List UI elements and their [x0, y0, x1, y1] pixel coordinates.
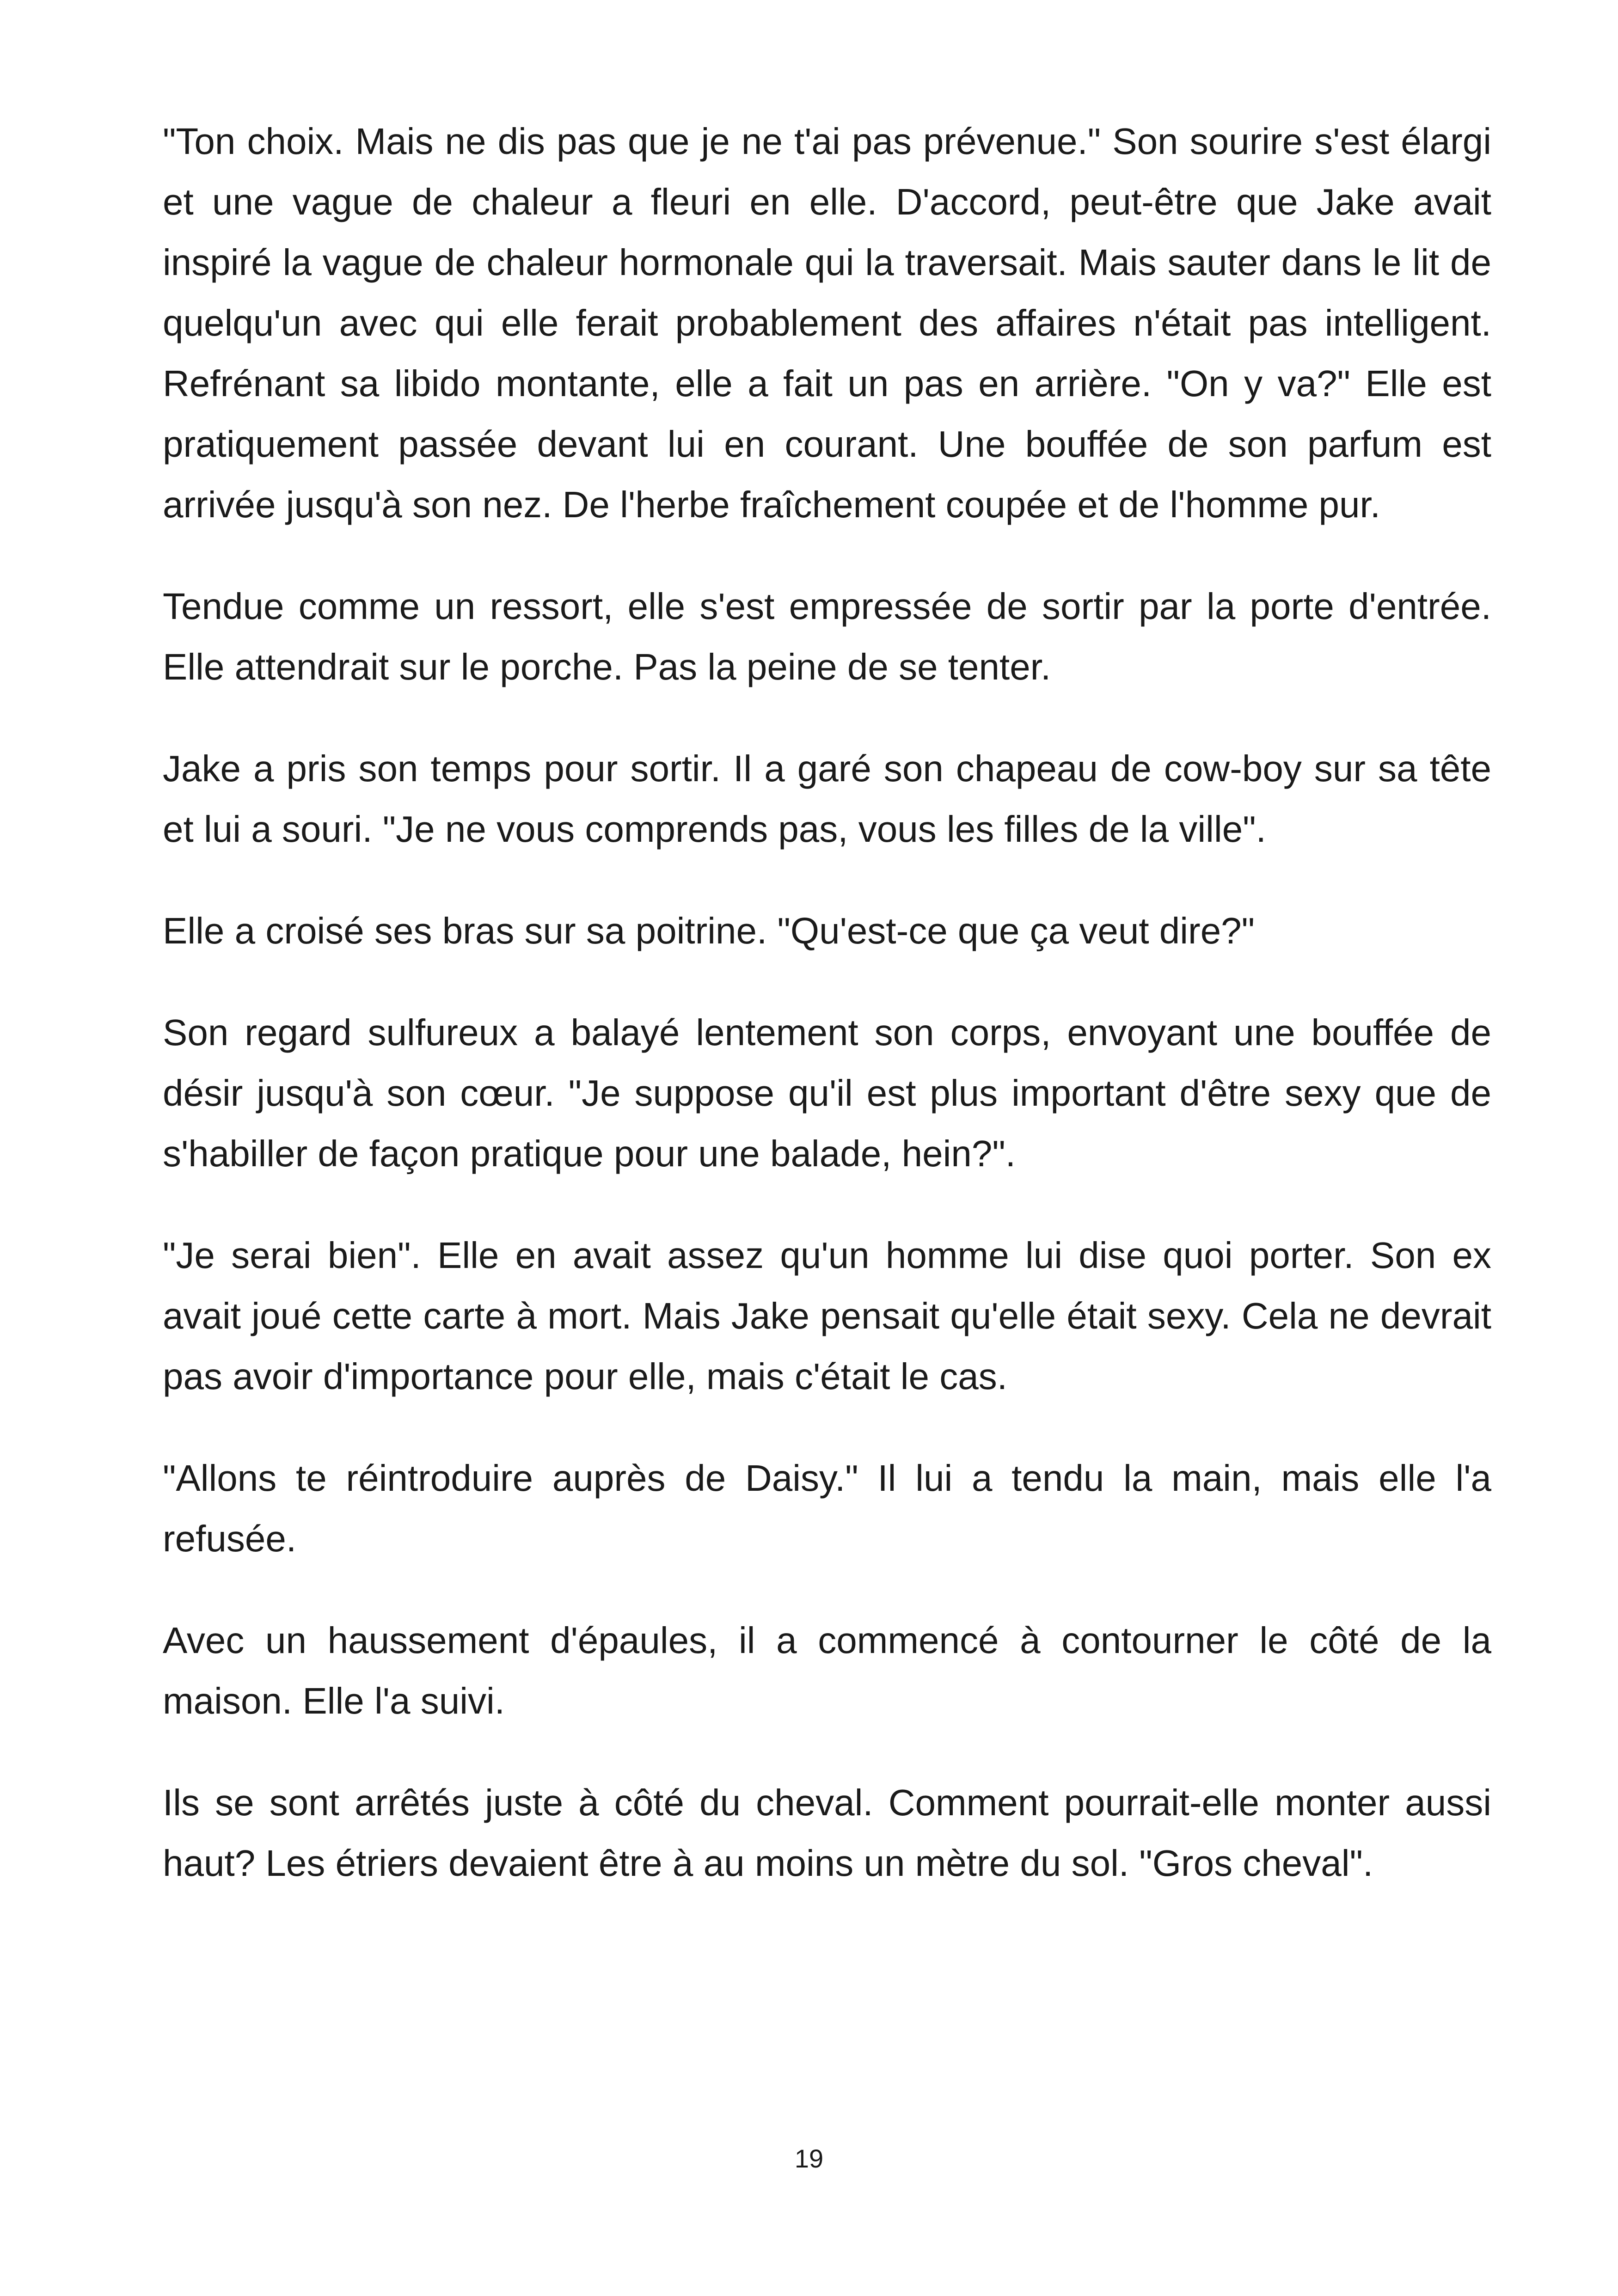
- page-body: [163, 111, 1491, 1893]
- paragraph: Avec un haussement d'épaules, il a commencé à contourner le côté de la maison. Elle l'a suivi.: [163, 1620, 1491, 1721]
- page-number: 19: [794, 2144, 824, 2173]
- paragraph: "Allons te réintroduire auprès de Daisy." Il lui a tendu la main, mais elle l'a refusée.: [163, 1457, 1491, 1559]
- paragraph: Tendue comme un ressort, elle s'est empressée de sortir par la porte d'entrée. Elle attendrait sur le porche. Pas la peine de se tenter.: [163, 586, 1491, 687]
- paragraph: Ils se sont arrêtés juste à côté du cheval. Comment pourrait-elle monter aussi haut? Les étriers devaient être à au moins un mètre du sol. "Gros cheval".: [163, 1782, 1491, 1884]
- paragraph: Elle a croisé ses bras sur sa poitrine. "Qu'est-ce que ça veut dire?": [163, 910, 1255, 951]
- paragraph: "Je serai bien". Elle en avait assez qu'un homme lui dise quoi porter. Son ex avait joué cette carte à mort. Mais Jake pensait qu'elle était sexy. Cela ne devrait pas avoir d'importance pour elle, mais c'était le cas.: [163, 1235, 1491, 1397]
- paragraph: Son regard sulfureux a balayé lentement son corps, envoyant une bouffée de désir jusqu'à son cœur. "Je suppose qu'il est plus important d'être sexy que de s'habiller de façon pratique pour une balade, hein?".: [163, 1012, 1491, 1174]
- paragraph: Jake a pris son temps pour sortir. Il a garé son chapeau de cow-boy sur sa tête et lui a souri. "Je ne vous comprends pas, vous les filles de la ville".: [163, 748, 1491, 850]
- paragraph: "Ton choix. Mais ne dis pas que je ne t'ai pas prévenue." Son sourire s'est élargi et une vague de chaleur a fleuri en elle. D'accord, peut-être que Jake avait inspiré la vague de chaleur hormonale qui la traversait. Mais sauter dans le lit de quelqu'un avec qui elle ferait probablement des affaires n'était pas intelligent. Refrénant sa libido montante, elle a fait un pas en arrière. "On y va?" Elle est pratiquement passée devant lui en courant. Une bouffée de son parfum est arrivée jusqu'à son nez. De l'herbe fraîchement coupée et de l'homme pur.: [163, 121, 1491, 525]
